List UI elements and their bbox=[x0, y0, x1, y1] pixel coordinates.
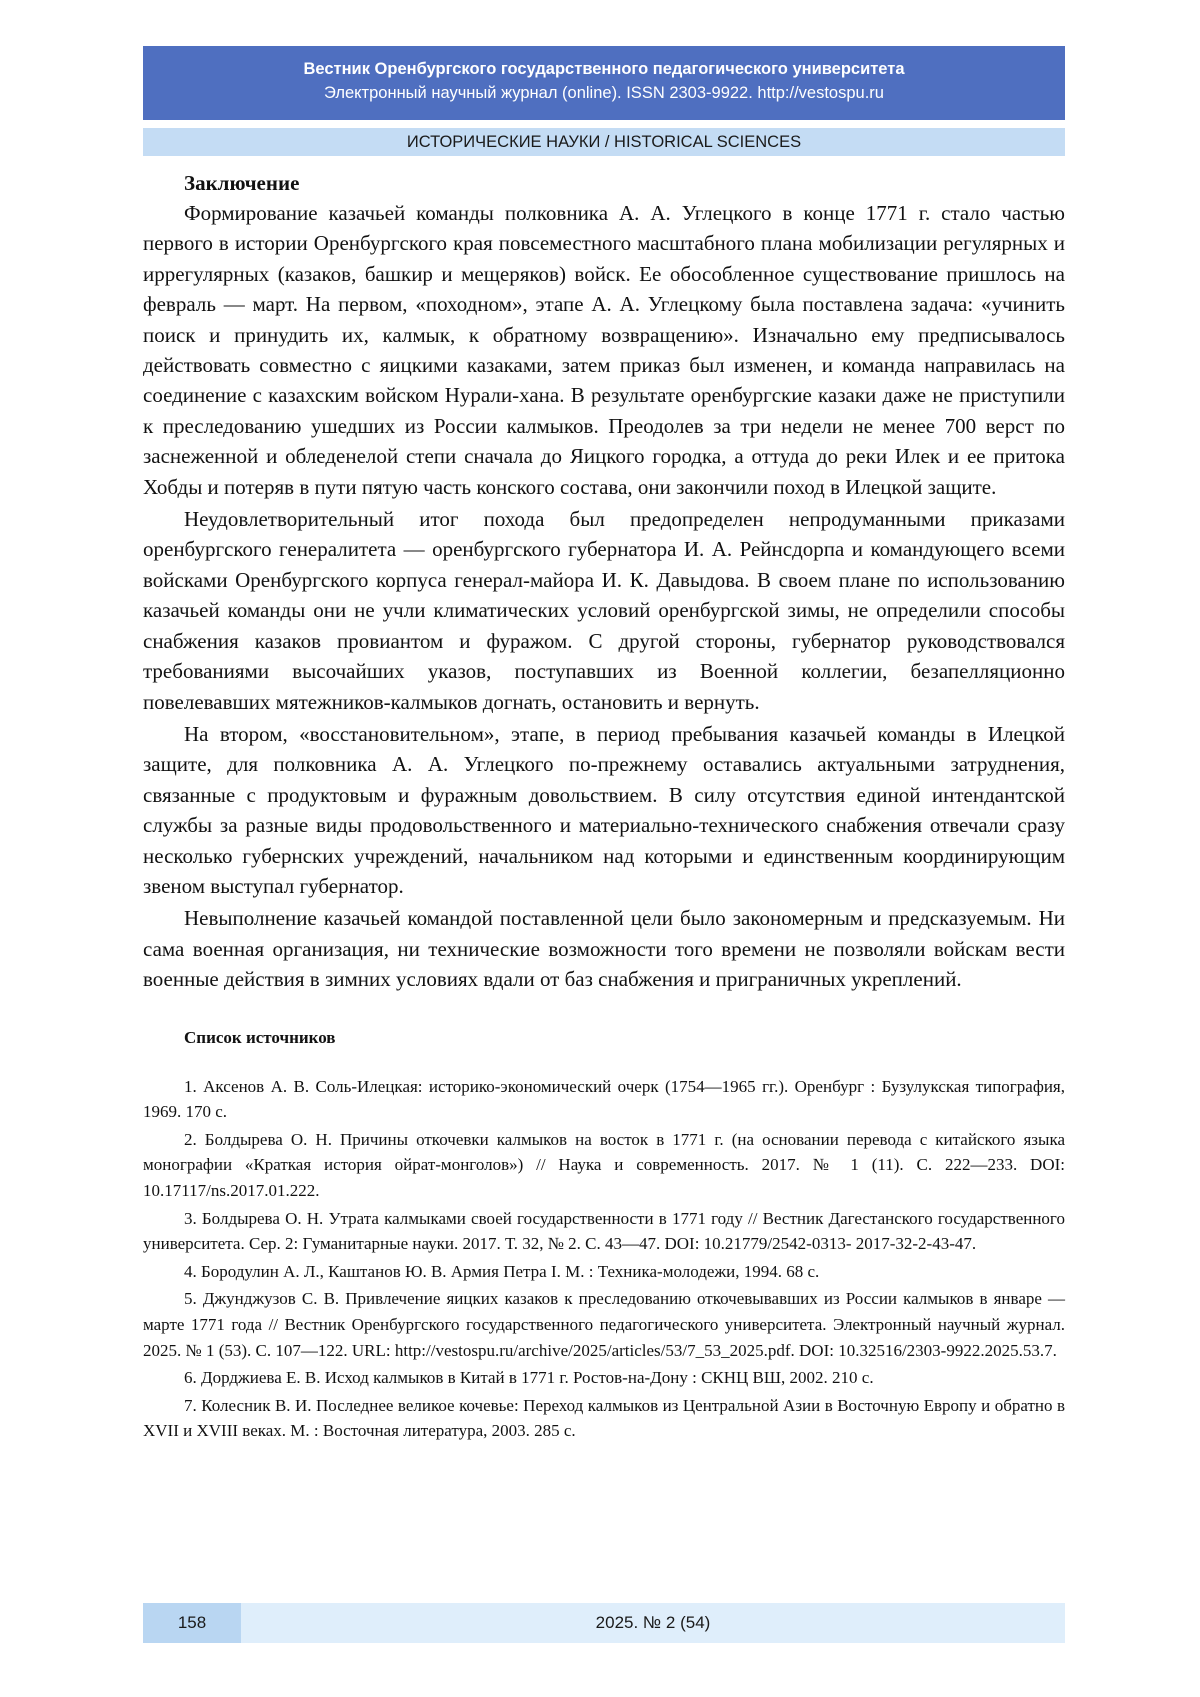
issue-label: 2025. № 2 (54) bbox=[595, 1613, 711, 1632]
sources-list bbox=[143, 1074, 1065, 1444]
article-body bbox=[143, 168, 1065, 1444]
conclusion-heading: Заключение bbox=[184, 171, 300, 195]
source-item: 3. Болдырева О. Н. Утрата калмыками своей государственности в 1771 году // Вестник Дагестанского государственного университета. Сер. 2: Гуманитарные науки. 2017. Т. 32, № 2. С. 43—47. DOI: 10.21779/2542-0313- 2017-32-2-43-47. bbox=[143, 1208, 1065, 1254]
conclusion-paragraph: Невыполнение казачьей командой поставленной цели было закономерным и предсказуемым. Ни сама военная организация, ни технические возможности того времени не позволяли войскам вести военные действия в зимних условиях вдали от баз снабжения и приграничных укреплений. bbox=[143, 906, 1065, 992]
sources-heading: Список источников bbox=[184, 1027, 336, 1047]
conclusion-paragraph: Формирование казачьей команды полковника А. А. Углецкого в конце 1771 г. стало частью первого в истории Оренбургского края повсеместного масштабного плана мобилизации регулярных и иррегулярных (казаков, башкир и мещеряков) войск. Ее обособленное существование пришлось на февраль — март. На первом, «походном», этапе А. А. Углецкому была поставлена задача: «учинить поиск и принудить их, калмык, к обратному возвращению». Изначально ему предписывалось действовать совместно с яицкими казаками, затем приказ был изменен, и команда направилась на соединение с казахским войском Нурали-хана. В результате оренбургские казаки даже не приступили к преследованию ушедших из России калмыков. Преодолев за три недели не менее 700 верст по заснеженной и обледенелой степи сначала до Яицкого городка, а оттуда до реки Илек и ее притока Хобды и потеряв в пути пятую часть конского состава, они закончили поход в Илецкой защите. bbox=[143, 201, 1065, 499]
journal-header bbox=[143, 46, 1065, 120]
section-bar: ИСТОРИЧЕСКИЕ НАУКИ / HISTORICAL SCIENCES bbox=[143, 128, 1065, 156]
source-item: 5. Джунджузов С. В. Привлечение яицких казаков к преследованию откочевывавших из России калмыков в январе — марте 1771 года // Вестник Оренбургского государственного педагогического университета. Электронный научный журнал. 2025. № 1 (53). С. 107—122. URL: http://vestospu.ru/archive/2025/articles/53/7_53_2025.pdf. DOI: 10.32516/2303-9922.2025.53.7. bbox=[143, 1289, 1065, 1360]
source-item: 7. Колесник В. И. Последнее великое кочевье: Переход калмыков из Центральной Азии в Восточную Европу и обратно в XVII и XVIII веках. М. : Восточная литература, 2003. 285 с. bbox=[143, 1395, 1065, 1441]
source-item: 2. Болдырева О. Н. Причины откочевки калмыков на восток в 1771 г. (на основании перевода с китайского языка монографии «Краткая история ойрат-монголов») // Наука и современность. 2017. № 1 (11). С. 222—233. DOI: 10.17117/ns.2017.01.222. bbox=[143, 1129, 1065, 1200]
conclusion-paragraph: Неудовлетворительный итог похода был предопределен непродуманными приказами оренбургского генералитета — оренбургского губернатора И. А. Рейнсдорпа и командующего всеми войсками Оренбургского корпуса генерал-майора И. К. Давыдова. В своем плане по использованию казачьей команды они не учли климатических условий оренбургской зимы, не определили способы снабжения казаков провиантом и фуражом. С другой стороны, губернатор руководствовался требованиями высочайших указов, поступавших из Военной коллегии, безапелляционно повелевавших мятежников-калмыков догнать, остановить и вернуть. bbox=[143, 507, 1065, 714]
page-number: 158 bbox=[143, 1603, 241, 1643]
journal-title: Вестник Оренбургского государственного педагогического университета bbox=[303, 60, 905, 78]
source-item: 4. Бородулин А. Л., Каштанов Ю. В. Армия Петра I. М. : Техника-молодежи, 1994. 68 с. bbox=[184, 1261, 820, 1281]
source-item: 1. Аксенов А. В. Соль-Илецкая: историко-экономический очерк (1754—1965 гг.). Оренбург : Бузулукская типография, 1969. 170 с. bbox=[143, 1076, 1065, 1122]
source-item: 6. Дорджиева Е. В. Исход калмыков в Китай в 1771 г. Ростов-на-Дону : СКНЦ ВШ, 2002. 210 с. bbox=[184, 1368, 874, 1388]
conclusion-paragraph: На втором, «восстановительном», этапе, в период пребывания казачьей команды в Илецкой защите, для полковника А. А. Углецкого по-прежнему оставались актуальными затруднения, связанные с продуктовым и фуражным довольствием. В силу отсутствия единой интендантской службы за разные виды продовольственного и материально-технического снабжения отвечали сразу несколько губернских учреждений, начальником над которыми и единственным координирующим звеном выступал губернатор. bbox=[143, 721, 1065, 898]
journal-subtitle: Электронный научный журнал (online). ISSN 2303-9922. http://vestospu.ru bbox=[324, 84, 884, 102]
page-footer bbox=[143, 1603, 1065, 1643]
